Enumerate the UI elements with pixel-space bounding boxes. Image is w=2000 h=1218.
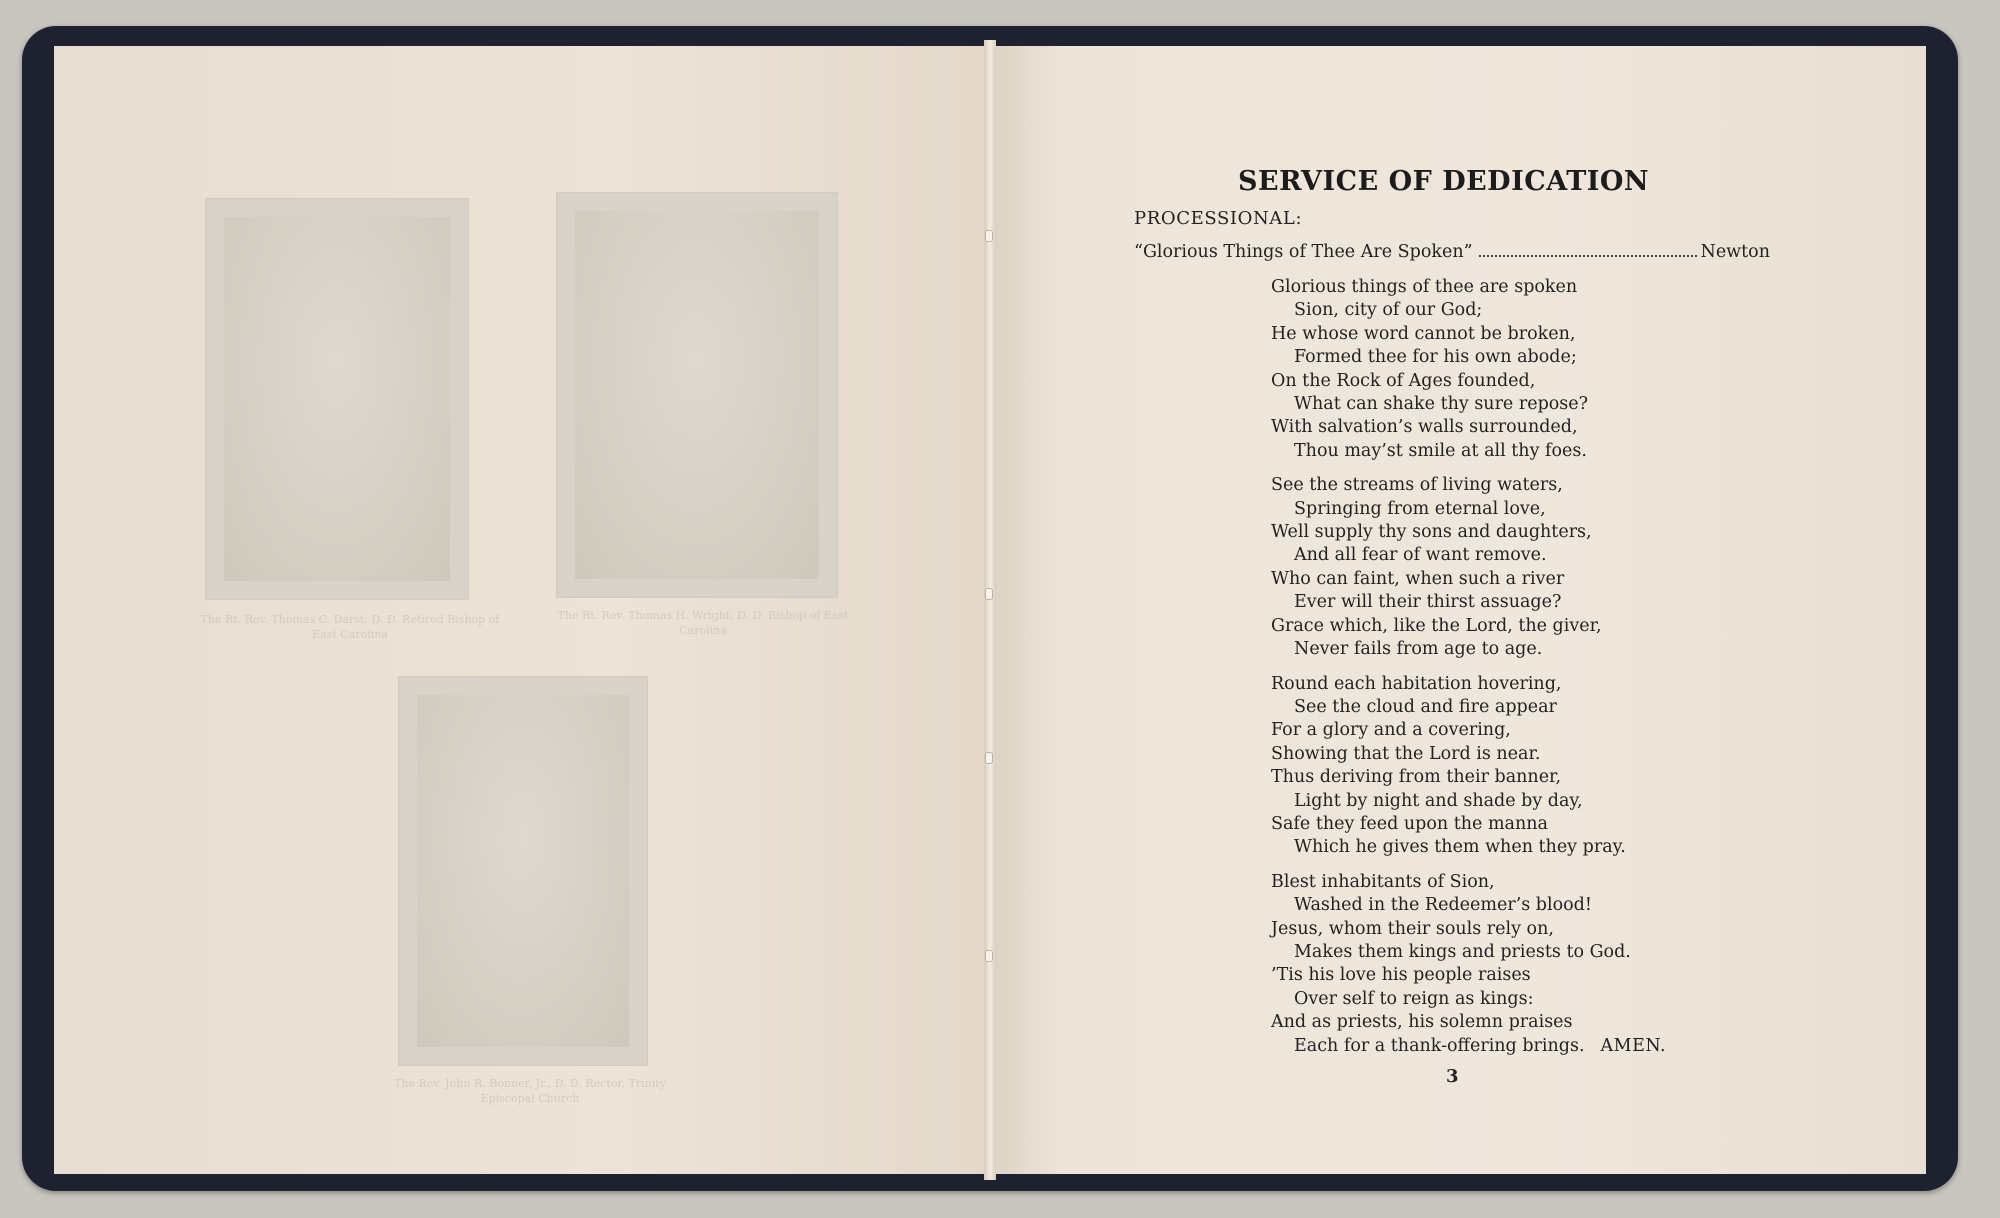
verse-line: Which he gives them when they pray.	[1294, 837, 1626, 858]
portrait-photo-3	[398, 676, 648, 1066]
verse-line: With salvation’s walls surrounded,	[1271, 417, 1578, 438]
verse-line: For a glory and a covering,	[1271, 720, 1511, 741]
verse-line: Showing that the Lord is near.	[1271, 743, 1541, 764]
verse-line: Ever will their thirst assuage?	[1294, 592, 1562, 613]
portrait-photo-2	[556, 192, 838, 598]
verse-line: Glorious things of thee are spoken	[1271, 277, 1578, 297]
verse-line: Springing from eternal love,	[1294, 498, 1546, 519]
binding-stitch	[985, 950, 993, 962]
book-spine	[984, 40, 996, 1180]
verse-line: Blest inhabitants of Sion,	[1271, 871, 1495, 892]
verse-line: Who can faint, when such a river	[1271, 568, 1565, 589]
verse-line: Formed thee for his own abode;	[1294, 347, 1577, 368]
binding-stitch	[985, 588, 993, 600]
portrait-caption-2: The Rt. Rev. Thomas H. Wright, D. D. Bishop of East Carolina	[557, 609, 849, 637]
verse-line: Round each habitation hovering,	[1271, 673, 1562, 694]
verse-line: Over self to reign as kings:	[1294, 988, 1534, 1009]
section-label: PROCESSIONAL:	[1134, 208, 1303, 229]
verse-line: Never fails from age to age.	[1294, 639, 1543, 660]
verse-line: Grace which, like the Lord, the giver,	[1271, 615, 1602, 636]
page-number: 3	[1446, 1066, 1459, 1087]
hymn-title: “Glorious Things of Thee Are Spoken”	[1134, 242, 1473, 262]
binding-stitch	[985, 752, 993, 764]
verse-line: Light by night and shade by day,	[1294, 790, 1583, 811]
hymn-verses	[1271, 276, 1831, 1069]
portrait-photo-1	[205, 198, 469, 600]
verse-line: Thus deriving from their banner,	[1271, 767, 1562, 788]
portrait-caption-1: The Rt. Rev. Thomas C. Darst, D. D. Retired Bishop of East Carolina	[200, 613, 500, 641]
binding-stitch	[985, 230, 993, 242]
hymn-verse	[1271, 871, 1831, 1058]
verse-line: See the streams of living waters,	[1271, 475, 1563, 496]
verse-line: Each for a thank-offering brings. AMEN.	[1294, 1035, 1667, 1056]
hymn-verse	[1271, 276, 1831, 463]
verse-line: And as priests, his solemn praises	[1271, 1012, 1573, 1033]
verse-line: Safe they feed upon the manna	[1271, 813, 1548, 834]
hymn-heading	[1134, 242, 1770, 262]
leader-dots	[1479, 255, 1697, 257]
verse-line: On the Rock of Ages founded,	[1271, 370, 1536, 391]
verse-line: What can shake thy sure repose?	[1294, 394, 1589, 415]
verse-line: And all fear of want remove.	[1294, 545, 1547, 566]
verse-line: ’Tis his love his people raises	[1271, 965, 1531, 986]
verse-line: Washed in the Redeemer’s blood!	[1294, 895, 1592, 916]
hymn-verse	[1271, 474, 1831, 661]
hymn-verse	[1271, 673, 1831, 860]
verse-line: He whose word cannot be broken,	[1271, 323, 1576, 344]
verse-line: Well supply thy sons and daughters,	[1271, 522, 1592, 543]
verse-line: Jesus, whom their souls rely on,	[1271, 918, 1554, 939]
portrait-caption-3: The Rev. John R. Bonner, Jr., D. D. Rector, Trinity Episcopal Church	[394, 1077, 666, 1105]
page-title: SERVICE OF DEDICATION	[1238, 166, 1650, 197]
amen-text: AMEN.	[1600, 1035, 1667, 1056]
hymn-author: Newton	[1700, 242, 1770, 262]
verse-line: See the cloud and fire appear	[1294, 696, 1557, 717]
verse-line: Makes them kings and priests to God.	[1294, 941, 1631, 962]
verse-line: Thou may’st smile at all thy foes.	[1294, 440, 1587, 461]
verse-line: Sion, city of our God;	[1294, 300, 1483, 321]
